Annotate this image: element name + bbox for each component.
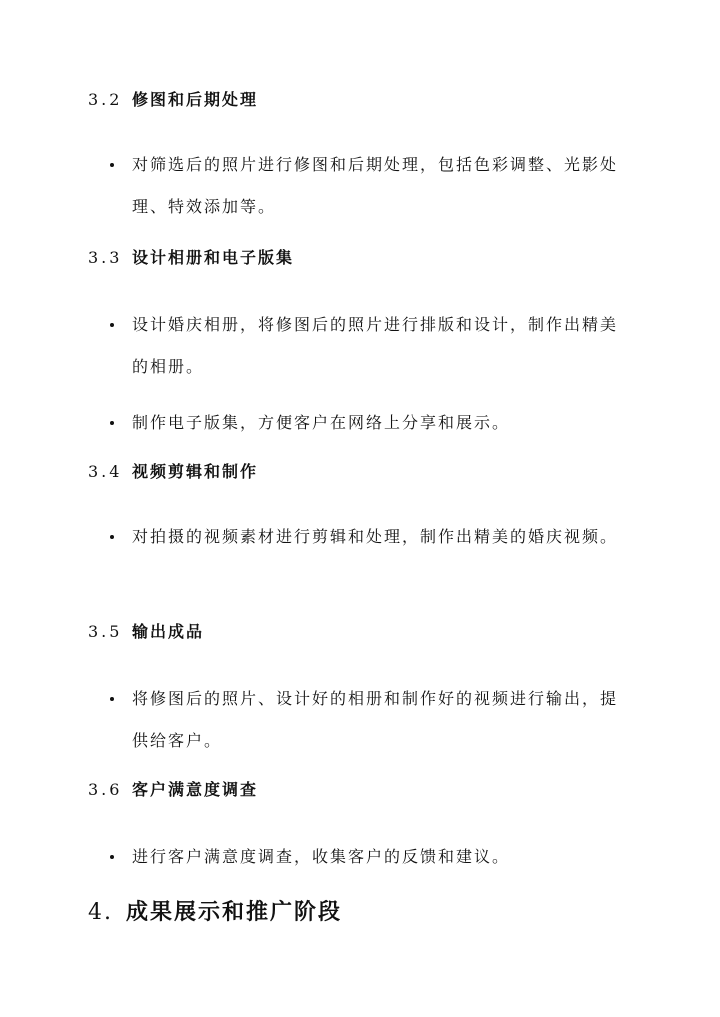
section-heading-3-2 — [88, 90, 258, 110]
bullet-dot-icon — [110, 163, 114, 167]
bullet-dot-icon — [110, 535, 114, 539]
bullet-dot-icon — [110, 323, 114, 327]
section-title: 修图和后期处理 — [132, 90, 259, 109]
section-heading-3-5 — [88, 622, 204, 642]
section-number: 3.6 — [88, 780, 123, 799]
list-item-text: 制作电子版集，方便客户在网络上分享和展示。 — [132, 413, 511, 432]
section-title: 客户满意度调查 — [132, 780, 259, 799]
list-item-text: 将修图后的照片、设计好的相册和制作好的视频进行输出，提供给客户。 — [132, 689, 619, 750]
bullet-dot-icon — [110, 855, 114, 859]
list-item-text: 进行客户满意度调查，收集客户的反馈和建议。 — [132, 847, 511, 866]
section-heading-3-6 — [88, 780, 258, 800]
chapter-number: 4. — [88, 900, 113, 925]
list-item-text: 对拍摄的视频素材进行剪辑和处理，制作出精美的婚庆视频。 — [132, 527, 619, 546]
section-title: 设计相册和电子版集 — [132, 248, 295, 267]
chapter-title: 成果展示和推广阶段 — [126, 899, 343, 925]
section-number: 3.2 — [88, 90, 123, 109]
section-number: 3.5 — [88, 622, 123, 641]
chapter-heading-4 — [88, 895, 342, 926]
section-number: 3.3 — [88, 248, 123, 267]
section-title: 视频剪辑和制作 — [132, 462, 259, 481]
section-number: 3.4 — [88, 462, 123, 481]
section-heading-3-3 — [88, 248, 294, 268]
section-heading-3-4 — [88, 462, 258, 482]
list-item-text: 设计婚庆相册，将修图后的照片进行排版和设计，制作出精美的相册。 — [132, 315, 619, 376]
bullet-dot-icon — [110, 697, 114, 701]
section-title: 输出成品 — [132, 622, 205, 641]
bullet-dot-icon — [110, 421, 114, 425]
list-item-text: 对筛选后的照片进行修图和后期处理，包括色彩调整、光影处理、特效添加等。 — [132, 155, 619, 216]
